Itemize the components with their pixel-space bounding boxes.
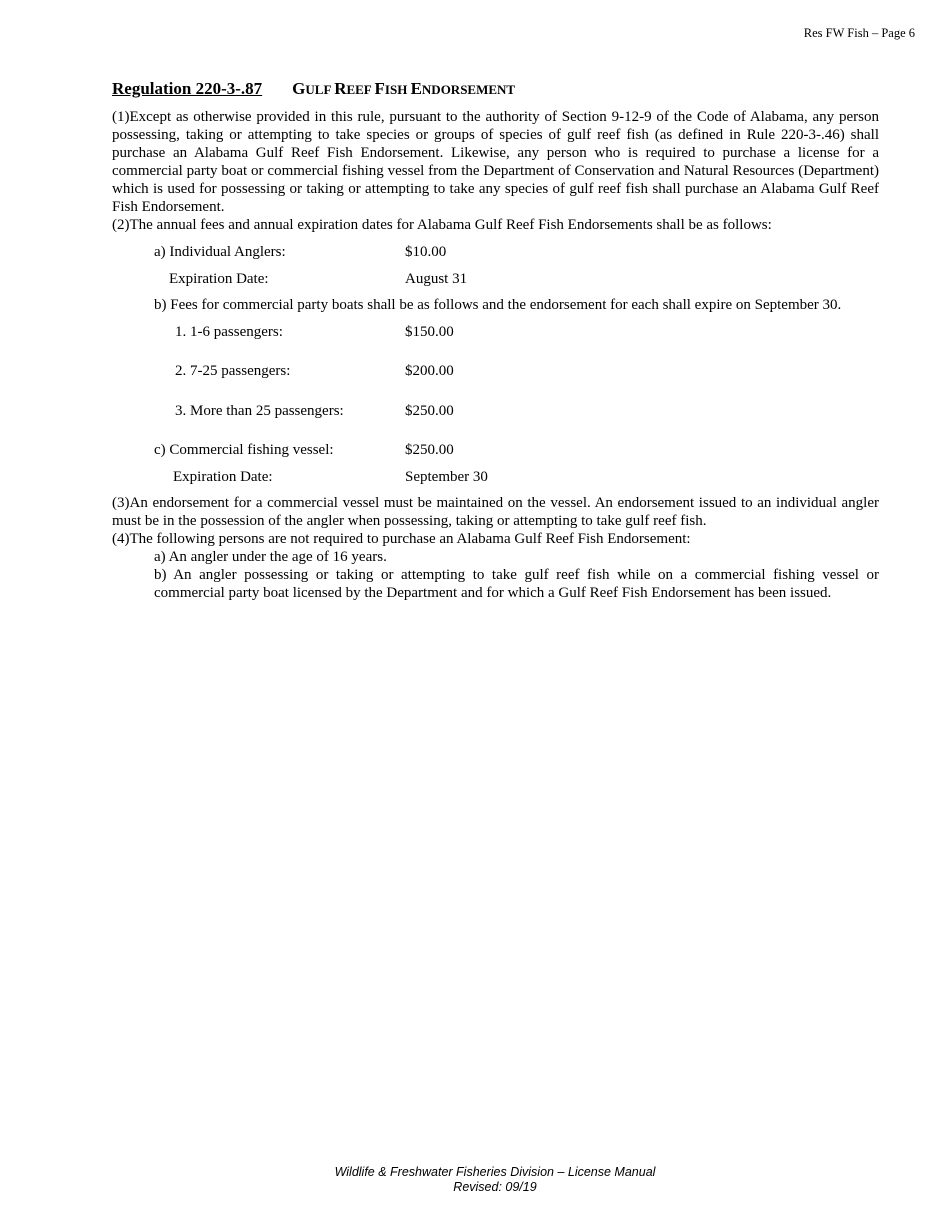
vessel-expiration-label: Expiration Date: <box>173 469 273 485</box>
individual-expiration-date: August 31 <box>405 271 468 287</box>
exemption-a: a) An angler under the age of 16 years. <box>154 549 387 565</box>
regulation-number: Regulation 220-3-.87 <box>112 79 263 98</box>
party-tier-fee: $250.00 <box>405 403 454 419</box>
commercial-vessel-label: c) Commercial fishing vessel: <box>154 442 334 458</box>
party-tier-fee: $200.00 <box>405 363 454 379</box>
regulation-heading <box>112 79 515 99</box>
page-header: Res FW Fish – Page 6 <box>803 26 915 40</box>
individual-expiration-label: Expiration Date: <box>169 271 269 287</box>
footer <box>0 1165 950 1195</box>
paragraph-2: (2)The annual fees and annual expiration dates for Alabama Gulf Reef Fish Endorsements shall be as follows: <box>112 217 772 233</box>
party-tier-label: 1. 1-6 passengers: <box>175 324 283 340</box>
party-tier-label: 3. More than 25 passengers: <box>175 403 344 419</box>
party-tier-fee: $150.00 <box>405 324 454 340</box>
party-boat-intro: b) Fees for commercial party boats shall be as follows and the endorsement for each shall expire on September 30. <box>154 297 842 313</box>
individual-anglers-label: a) Individual Anglers: <box>154 244 286 260</box>
footer-line-2: Revised: 09/19 <box>453 1180 537 1194</box>
vessel-expiration-date: September 30 <box>405 469 488 485</box>
paragraph-3: (3)An endorsement for a commercial vessel must be maintained on the vessel. An endorsement issued to an individual angler must be in the possession of the angler when possessing, taking or attempting to take gulf reef fish. <box>112 495 879 529</box>
individual-anglers-fee: $10.00 <box>405 244 447 260</box>
party-tier-label: 2. 7-25 passengers: <box>175 363 291 379</box>
exemption-b: b) An angler possessing or taking or attempting to take gulf reef fish while on a commercial fishing vessel or commercial party boat licensed by the Department and for which a Gulf Reef Fish Endorsement has been issued. <box>154 567 879 601</box>
footer-line-1: Wildlife & Freshwater Fisheries Division – License Manual <box>334 1165 656 1179</box>
paragraph-4: (4)The following persons are not required to purchase an Alabama Gulf Reef Fish Endorsement: <box>112 531 691 547</box>
paragraph-1: (1)Except as otherwise provided in this rule, pursuant to the authority of Section 9-12-9 of the Code of Alabama, any person possessing, taking or attempting to take species or groups of species of gulf reef fish (as defined in Rule 220-3-.46) shall purchase an Alabama Gulf Reef Fish Endorsement. Likewise, any person who is required to purchase a license for a commercial party boat or commercial fishing vessel from the Department of Conservation and Natural Resources (Department) which is used for possessing or taking or attempting to take any species of gulf reef fish shall purchase an Alabama Gulf Reef Fish Endorsement. <box>112 109 879 215</box>
regulation-title: GULF REEF FISH ENDORSEMENT <box>292 79 516 98</box>
commercial-vessel-fee: $250.00 <box>405 442 454 458</box>
